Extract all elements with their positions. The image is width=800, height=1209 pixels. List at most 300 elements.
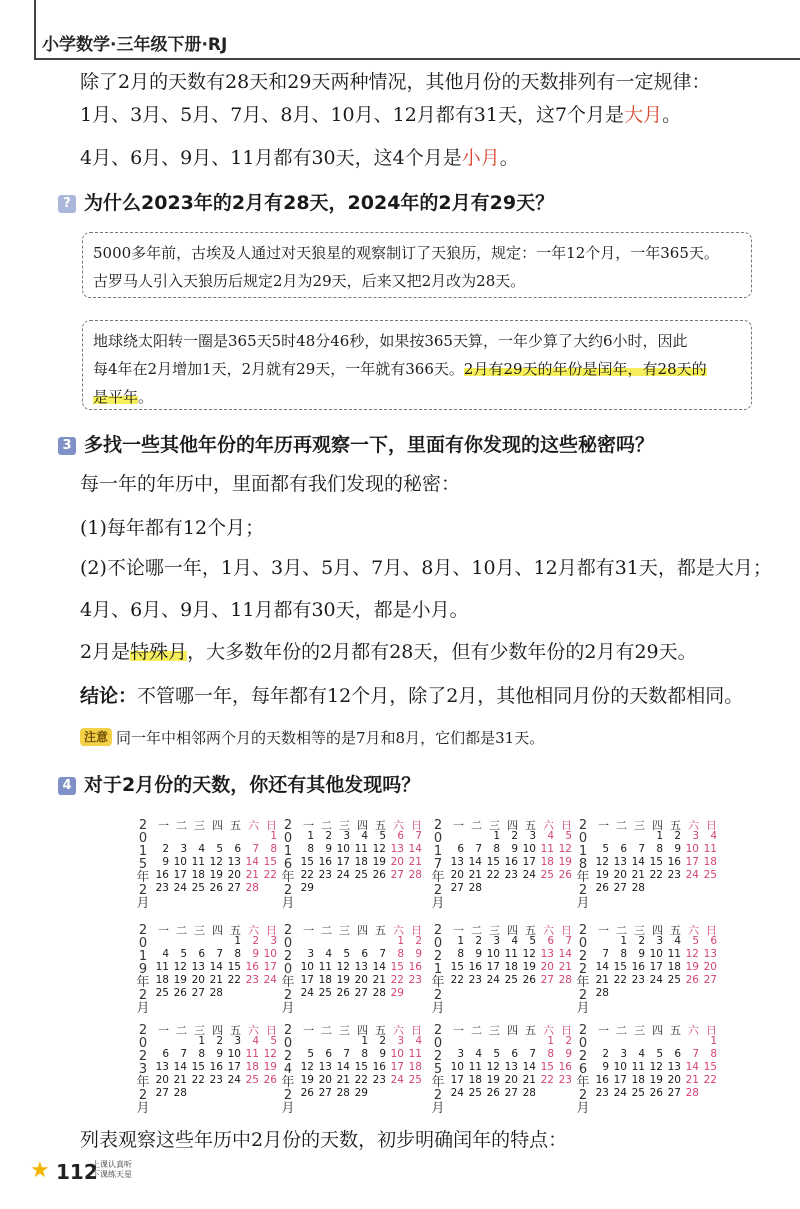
note-tag: 注意 [80, 728, 112, 746]
day-cell: 19 [336, 974, 350, 986]
day-cell: 10 [450, 1061, 464, 1073]
day-cell: 27 [191, 987, 205, 999]
day-cell: 2 [252, 935, 259, 947]
day-cell: 5 [216, 843, 223, 855]
empty-cell [629, 830, 647, 843]
weekday-header: 六 [688, 924, 699, 937]
day-cell: 26 [173, 987, 187, 999]
day-cell: 12 [209, 856, 223, 868]
weekday-header: 六 [248, 819, 259, 832]
empty-cell [243, 830, 261, 843]
weekday-header: 六 [543, 819, 554, 832]
empty-cell [316, 1035, 334, 1048]
weekday-header: 二 [616, 924, 627, 937]
day-cell: 16 [667, 856, 681, 868]
day-cell: 12 [522, 948, 536, 960]
day-cell: 27 [667, 1087, 681, 1099]
day-cell: 25 [631, 1087, 645, 1099]
day-cell: 23 [468, 974, 482, 986]
empty-cell [466, 830, 484, 843]
question-icon: ? [58, 195, 76, 213]
question-4: 4 对于2月份的天数，你还有其他发现吗？ [58, 770, 420, 797]
day-cell: 10 [390, 1048, 404, 1060]
empty-cell [683, 1035, 701, 1048]
day-cell: 1 [270, 830, 277, 842]
empty-cell [207, 935, 225, 948]
weekday-header: 一 [158, 924, 169, 937]
weekday-header: 一 [598, 1024, 609, 1037]
calendar-label: 2022年2月 [576, 923, 590, 1016]
weekday-header: 四 [507, 819, 518, 832]
day-cell: 18 [504, 961, 518, 973]
day-cell: 27 [318, 1087, 332, 1099]
weekday-header: 日 [561, 1024, 572, 1037]
weekday-header: 一 [598, 819, 609, 832]
calendar-2 [430, 817, 575, 911]
day-cell: 10 [300, 961, 314, 973]
day-cell: 18 [667, 961, 681, 973]
weekday-header: 四 [652, 819, 663, 832]
day-cell: 20 [450, 869, 464, 881]
day-cell: 14 [631, 856, 645, 868]
weekday-header: 六 [543, 924, 554, 937]
day-cell: 28 [372, 987, 386, 999]
weekday-header: 三 [339, 924, 350, 937]
day-cell: 8 [397, 948, 404, 960]
day-cell: 1 [361, 1035, 368, 1047]
day-cell: 8 [234, 948, 241, 960]
weekday-header: 五 [525, 1024, 536, 1037]
day-cell: 20 [613, 869, 627, 881]
day-cell: 1 [234, 935, 241, 947]
day-cell: 16 [504, 856, 518, 868]
day-cell: 26 [372, 869, 386, 881]
weekday-header: 五 [375, 924, 386, 937]
day-cell: 11 [354, 843, 368, 855]
empty-cell [665, 1035, 683, 1048]
weekday-header: 四 [357, 1024, 368, 1037]
day-cell: 5 [656, 1048, 663, 1060]
day-cell: 11 [504, 948, 518, 960]
day-cell: 13 [667, 1061, 681, 1073]
day-cell: 24 [613, 1087, 627, 1099]
weekday-header: 四 [357, 819, 368, 832]
day-cell: 21 [685, 1074, 699, 1086]
day-cell: 24 [390, 1074, 404, 1086]
closing-line: 列表观察这些年历中2月份的天数，初步明确闰年的特点： [80, 1129, 568, 1151]
q3-line-1: 每一年的年历中，里面都有我们发现的秘密： [80, 473, 461, 495]
day-cell: 6 [457, 843, 464, 855]
day-cell: 19 [300, 1074, 314, 1086]
day-cell: 13 [227, 856, 241, 868]
empty-cell [593, 1035, 611, 1048]
day-cell: 21 [336, 1074, 350, 1086]
day-cell: 13 [191, 961, 205, 973]
day-cell: 18 [191, 869, 205, 881]
day-cell: 8 [457, 948, 464, 960]
day-cell: 4 [162, 948, 169, 960]
day-cell: 1 [620, 935, 627, 947]
header-title: 小学数学·三年级下册·RJ [42, 35, 228, 55]
day-cell: 23 [372, 1074, 386, 1086]
day-cell: 4 [475, 1048, 482, 1060]
day-cell: 25 [540, 869, 554, 881]
day-cell: 28 [558, 974, 572, 986]
day-cell: 25 [191, 882, 205, 894]
day-cell: 27 [613, 882, 627, 894]
day-cell: 24 [486, 974, 500, 986]
day-cell: 23 [318, 869, 332, 881]
empty-cell [593, 935, 611, 948]
weekday-header: 三 [489, 924, 500, 937]
calendar-3 [575, 817, 720, 911]
weekday-header: 日 [706, 819, 717, 832]
day-cell: 23 [558, 1074, 572, 1086]
empty-cell [316, 935, 334, 948]
weekday-header: 六 [248, 924, 259, 937]
empty-cell [484, 1035, 502, 1048]
calendar-0 [135, 817, 280, 911]
weekday-header: 六 [543, 1024, 554, 1037]
day-cell: 22 [613, 974, 627, 986]
day-cell: 11 [191, 856, 205, 868]
q3-line-4: 4月、6月、9月、11月都有30天，都是小月。 [80, 599, 469, 621]
day-cell: 11 [631, 1061, 645, 1073]
day-cell: 4 [361, 830, 368, 842]
day-cell: 3 [529, 830, 536, 842]
common-year-highlight: 是平年 [93, 388, 139, 406]
day-cell: 28 [245, 882, 259, 894]
header-divider [34, 58, 800, 60]
calendar-label: 2026年2月 [576, 1023, 590, 1116]
day-cell: 9 [216, 1048, 223, 1060]
day-cell: 14 [522, 1061, 536, 1073]
day-cell: 7 [638, 843, 645, 855]
empty-cell [352, 935, 370, 948]
history-line-2: 古罗马人引入天狼历后规定2月为29天，后来又把2月改为28天。 [93, 272, 526, 290]
weekday-header: 四 [507, 924, 518, 937]
day-cell: 9 [638, 948, 645, 960]
calendar-label: 2020年2月 [281, 923, 295, 1016]
empty-cell [298, 935, 316, 948]
day-cell: 9 [602, 1061, 609, 1073]
weekday-header: 三 [634, 819, 645, 832]
day-cell: 15 [191, 1061, 205, 1073]
day-cell: 23 [504, 869, 518, 881]
header-divider-vertical [34, 0, 36, 60]
day-cell: 15 [613, 961, 627, 973]
weekday-header: 二 [321, 1024, 332, 1037]
day-cell: 14 [372, 961, 386, 973]
weekday-header: 四 [357, 924, 368, 937]
day-cell: 18 [245, 1061, 259, 1073]
weekday-header: 日 [561, 924, 572, 937]
day-cell: 9 [379, 1048, 386, 1060]
question-3: 3 多找一些其他年份的年历再观察一下，里面有你发现的这些秘密吗？ [58, 430, 654, 457]
day-cell: 13 [504, 1061, 518, 1073]
day-cell: 21 [558, 961, 572, 973]
day-cell: 26 [209, 882, 223, 894]
day-cell: 1 [307, 830, 314, 842]
day-cell: 25 [245, 1074, 259, 1086]
weekday-header: 六 [393, 924, 404, 937]
day-cell: 14 [685, 1061, 699, 1073]
day-cell: 6 [547, 935, 554, 947]
day-cell: 11 [318, 961, 332, 973]
day-cell: 4 [674, 935, 681, 947]
day-cell: 22 [703, 1074, 717, 1086]
day-cell: 18 [631, 1074, 645, 1086]
weekday-header: 三 [634, 924, 645, 937]
day-cell: 16 [631, 961, 645, 973]
weekday-header: 五 [230, 924, 241, 937]
empty-cell [448, 1035, 466, 1048]
weekday-header: 三 [194, 1024, 205, 1037]
day-cell: 7 [343, 1048, 350, 1060]
conclusion: 结论：不管哪一年，每年都有12个月，除了2月，其他相同月份的天数都相同。 [80, 685, 744, 707]
day-cell: 26 [558, 869, 572, 881]
day-cell: 29 [354, 1087, 368, 1099]
history-line-1: 5000多年前，古埃及人通过对天狼星的观察制订了天狼历，规定：一年12个月，一年365天。 [93, 244, 719, 262]
day-cell: 6 [325, 1048, 332, 1060]
day-cell: 24 [685, 869, 699, 881]
day-cell: 13 [703, 948, 717, 960]
weekday-header: 四 [507, 1024, 518, 1037]
day-cell: 14 [468, 856, 482, 868]
day-cell: 3 [493, 935, 500, 947]
calendar-10 [430, 1022, 575, 1116]
day-cell: 19 [649, 1074, 663, 1086]
day-cell: 6 [674, 1048, 681, 1060]
day-cell: 4 [198, 843, 205, 855]
day-cell: 28 [408, 869, 422, 881]
weekday-header: 二 [176, 1024, 187, 1037]
day-cell: 4 [511, 935, 518, 947]
star-icon: ★ [30, 1158, 50, 1183]
day-cell: 14 [558, 948, 572, 960]
weekday-header: 六 [393, 819, 404, 832]
weekday-header: 日 [706, 924, 717, 937]
weekday-header: 二 [471, 1024, 482, 1037]
day-cell: 11 [703, 843, 717, 855]
day-cell: 8 [656, 843, 663, 855]
empty-cell [171, 1035, 189, 1048]
day-cell: 18 [408, 1061, 422, 1073]
weekday-header: 四 [212, 1024, 223, 1037]
day-cell: 22 [390, 974, 404, 986]
day-cell: 5 [307, 1048, 314, 1060]
day-cell: 25 [318, 987, 332, 999]
day-cell: 18 [703, 856, 717, 868]
orbit-line-1: 地球绕太阳转一圈是365天5时48分46秒，如果按365天算，一年少算了大约6小时，因此 [93, 332, 688, 350]
day-cell: 22 [540, 1074, 554, 1086]
weekday-header: 日 [266, 924, 277, 937]
day-cell: 22 [450, 974, 464, 986]
day-cell: 4 [547, 830, 554, 842]
day-cell: 10 [263, 948, 277, 960]
day-cell: 19 [595, 869, 609, 881]
day-cell: 10 [649, 948, 663, 960]
day-cell: 28 [468, 882, 482, 894]
earth-orbit-box [82, 320, 752, 410]
day-cell: 25 [504, 974, 518, 986]
weekday-header: 日 [411, 1024, 422, 1037]
day-cell: 9 [252, 948, 259, 960]
day-cell: 6 [234, 843, 241, 855]
day-cell: 2 [638, 935, 645, 947]
day-cell: 1 [547, 1035, 554, 1047]
day-cell: 28 [685, 1087, 699, 1099]
calendar-11 [575, 1022, 720, 1116]
day-cell: 15 [450, 961, 464, 973]
leap-year-highlight: 2月有29天的年份是闰年，有28天的 [463, 360, 707, 378]
weekday-header: 三 [194, 819, 205, 832]
day-cell: 17 [613, 1074, 627, 1086]
day-cell: 17 [649, 961, 663, 973]
day-cell: 1 [457, 935, 464, 947]
page-header [0, 0, 800, 60]
weekday-header: 二 [616, 819, 627, 832]
day-cell: 27 [155, 1087, 169, 1099]
day-cell: 15 [649, 856, 663, 868]
day-cell: 23 [245, 974, 259, 986]
day-cell: 3 [620, 1048, 627, 1060]
day-cell: 8 [620, 948, 627, 960]
weekday-header: 一 [453, 924, 464, 937]
day-cell: 9 [325, 843, 332, 855]
day-cell: 12 [173, 961, 187, 973]
day-cell: 3 [692, 830, 699, 842]
day-cell: 10 [486, 948, 500, 960]
history-box [82, 232, 752, 298]
day-cell: 29 [390, 987, 404, 999]
day-cell: 20 [227, 869, 241, 881]
calendar-label: 2024年2月 [281, 1023, 295, 1116]
day-cell: 19 [486, 1074, 500, 1086]
day-cell: 26 [685, 974, 699, 986]
calendar-label: 2021年2月 [431, 923, 445, 1016]
day-cell: 14 [595, 961, 609, 973]
empty-cell [502, 1035, 520, 1048]
q3-line-2: (1)每年都有12个月； [80, 517, 265, 539]
day-cell: 2 [216, 1035, 223, 1047]
day-cell: 17 [390, 1061, 404, 1073]
day-cell: 22 [191, 1074, 205, 1086]
day-cell: 3 [307, 948, 314, 960]
day-cell: 18 [540, 856, 554, 868]
empty-cell [647, 1035, 665, 1048]
day-cell: 6 [620, 843, 627, 855]
day-cell: 6 [162, 1048, 169, 1060]
empty-cell [611, 830, 629, 843]
day-cell: 21 [173, 1074, 187, 1086]
day-cell: 17 [173, 869, 187, 881]
day-cell: 13 [450, 856, 464, 868]
day-cell: 24 [522, 869, 536, 881]
weekday-header: 一 [598, 924, 609, 937]
calendar-label: 2018年2月 [576, 818, 590, 911]
weekday-header: 一 [453, 819, 464, 832]
day-cell: 18 [354, 856, 368, 868]
day-cell: 2 [415, 935, 422, 947]
day-cell: 21 [522, 1074, 536, 1086]
weekday-header: 日 [411, 819, 422, 832]
empty-cell [189, 830, 207, 843]
day-cell: 10 [336, 843, 350, 855]
calendar-6 [430, 922, 575, 1016]
day-cell: 15 [227, 961, 241, 973]
day-cell: 15 [300, 856, 314, 868]
day-cell: 20 [390, 856, 404, 868]
day-cell: 22 [649, 869, 663, 881]
day-cell: 4 [415, 1035, 422, 1047]
day-cell: 23 [595, 1087, 609, 1099]
day-cell: 2 [475, 935, 482, 947]
day-cell: 11 [408, 1048, 422, 1060]
weekday-header: 六 [688, 1024, 699, 1037]
day-cell: 16 [558, 1061, 572, 1073]
day-cell: 15 [486, 856, 500, 868]
weekday-header: 日 [706, 1024, 717, 1037]
weekday-header: 一 [303, 1024, 314, 1037]
intro-line-3: 4月、6月、9月、11月都有30天，这4个月是小月。 [80, 147, 519, 169]
day-cell: 8 [547, 1048, 554, 1060]
day-cell: 21 [408, 856, 422, 868]
day-cell: 10 [227, 1048, 241, 1060]
day-cell: 7 [602, 948, 609, 960]
weekday-header: 二 [471, 924, 482, 937]
day-cell: 10 [685, 843, 699, 855]
day-cell: 5 [343, 948, 350, 960]
day-cell: 13 [613, 856, 627, 868]
day-cell: 7 [529, 1048, 536, 1060]
day-cell: 24 [649, 974, 663, 986]
day-cell: 26 [522, 974, 536, 986]
day-cell: 26 [595, 882, 609, 894]
question-why: ? 为什么2023年的2月有28天，2024年的2月有29天？ [58, 188, 554, 215]
intro-line-1: 除了2月的天数有28天和29天两种情况，其他月份的天数排列有一定规律： [80, 71, 711, 93]
weekday-header: 五 [670, 819, 681, 832]
day-cell: 7 [565, 935, 572, 947]
calendar-5 [280, 922, 425, 1016]
empty-cell [189, 935, 207, 948]
day-cell: 18 [318, 974, 332, 986]
day-cell: 22 [354, 1074, 368, 1086]
weekday-header: 五 [525, 819, 536, 832]
day-cell: 16 [318, 856, 332, 868]
day-cell: 12 [685, 948, 699, 960]
day-cell: 14 [173, 1061, 187, 1073]
day-cell: 19 [263, 1061, 277, 1073]
empty-cell [153, 830, 171, 843]
weekday-header: 五 [670, 924, 681, 937]
day-cell: 4 [252, 1035, 259, 1047]
weekday-header: 四 [652, 1024, 663, 1037]
weekday-header: 五 [375, 1024, 386, 1037]
day-cell: 1 [493, 830, 500, 842]
day-cell: 13 [318, 1061, 332, 1073]
day-cell: 24 [450, 1087, 464, 1099]
calendar-label: 2025年2月 [431, 1023, 445, 1116]
day-cell: 11 [245, 1048, 259, 1060]
day-cell: 17 [300, 974, 314, 986]
weekday-header: 五 [670, 1024, 681, 1037]
calendar-8 [135, 1022, 280, 1116]
number-icon-4: 4 [58, 777, 76, 795]
day-cell: 27 [450, 882, 464, 894]
day-cell: 2 [674, 830, 681, 842]
day-cell: 6 [511, 1048, 518, 1060]
